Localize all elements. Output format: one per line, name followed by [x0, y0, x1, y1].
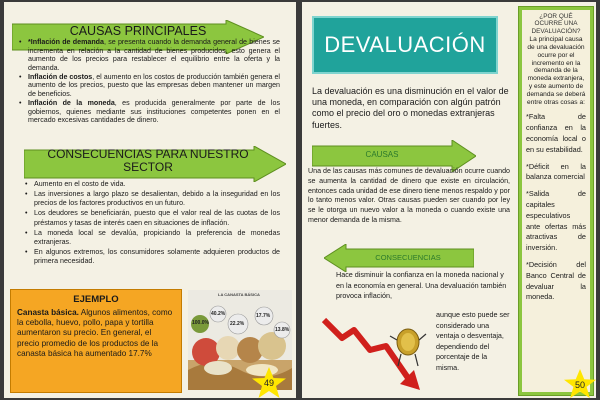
- page-number-star: [562, 368, 596, 398]
- consecuencias-list: [24, 180, 280, 267]
- devaluacion-intro: La devaluación es una disminución en el valor de una moneda, en comparación con algún patrón como el precio del oro o monedas extranjeras fuertes.: [312, 86, 509, 130]
- ejemplo-body: [17, 308, 175, 359]
- causa-item: [18, 38, 280, 72]
- page-number-star: [250, 366, 288, 398]
- consecuencia-item: • Las inversiones a largo plazo se desalientan, debido a la inseguridad en los precios de los factores productivos en un futuro.: [24, 190, 280, 209]
- falling-arrow-coin-icon: [320, 308, 432, 394]
- badge-1: 100.0%: [192, 320, 209, 326]
- causas-title: CAUSAS PRINCIPALES: [69, 24, 207, 38]
- page-number: 50: [574, 380, 585, 390]
- consecuencia-item: • En algunos extremos, los consumidores solamente adquieren productos de primera necesidad.: [24, 248, 280, 267]
- consecuencias-text-2: aunque esto puede ser considerado una ventaja o desventaja, dependiendo del porcentaje de la misma.: [436, 310, 510, 372]
- sidebar-item-capitales: *Salida de capitales especulativos ante ofertas más atractivas de inversión.: [526, 189, 586, 253]
- left-page: [4, 2, 296, 398]
- ejemplo-box: [10, 289, 182, 393]
- causa-item-term: Inflación de costos: [28, 72, 93, 81]
- causa-item-term: *Inflación de demanda: [28, 38, 104, 46]
- ejemplo-title: EJEMPLO: [73, 294, 119, 305]
- page-number: 49: [263, 378, 274, 388]
- causa-item-text: , es producida generalmente por parte de los gobiernos, quienes mediante sus instituciones competentes ponen en el mercado excesivas cantidades de dinero.: [28, 99, 280, 125]
- consecuencias-text-1: Hace disminuir la confianza en la moneda nacional y en la economía en general. Una devaluación también provoca inflación,: [336, 270, 507, 301]
- causas-text: Una de las causas más comunes de devaluación ocurre cuando se aumenta la cantidad de dinero que existe en circulación, entonces cada unidad de ese dinero tiene menos respaldo y por lo tanto menos valor. Otras causas pueden ser cuando por ley se le otorga un nuevo valor a la moneda o cuando existe una menor demanda de la misma.: [308, 167, 510, 224]
- consecuencias-label: CONSECUENCIAS: [375, 253, 441, 262]
- sidebar-description: La principal causa de una devaluación ocurre por el incremento en la demanda de la moneda extranjera, y este aumento de demanda se deberá entre otras cosas a:: [526, 36, 586, 106]
- por-que-sidebar: [518, 6, 594, 396]
- devaluation-illustration: [320, 308, 432, 394]
- causas-list: [18, 38, 280, 125]
- ejemplo-text: Algunos alimentos, como la cebolla, huevo, pollo, papa y tortilla aumentaron su precio. En general, el precio promedio de los productos de la canasta básica ha aumentado 17.7%: [17, 308, 173, 358]
- badge-2: 22.2%: [230, 321, 245, 327]
- badge-5: 40.2%: [211, 311, 226, 317]
- consecuencia-item: • La moneda local se devalúa, propiciando la preferencia de monedas extranjeras.: [24, 229, 280, 248]
- consecuencia-item: • Aumento en el costo de vida.: [24, 180, 280, 189]
- badge-4: 13.8%: [275, 327, 290, 333]
- causa-item-text: , el aumento en los costos de producción también genera el aumento de los precios, puesto que las empresas deben mantener un margen de beneficios.: [28, 72, 280, 99]
- canasta-header: LA CANASTA BÁSICA: [218, 292, 260, 297]
- causa-item: [18, 73, 280, 99]
- sidebar-item-deficit: *Déficit en la balanza comercial: [526, 161, 586, 182]
- badge-3: 17.7%: [256, 313, 271, 319]
- devaluacion-title: DEVALUACIÓN: [312, 16, 498, 74]
- sidebar-item-confianza: *Falta de confianza en la economía local o en su estabilidad.: [526, 112, 586, 154]
- consecuencias-banner: [24, 146, 286, 182]
- consecuencias-banner-right: [324, 244, 474, 272]
- sidebar-question: ¿POR QUÉ OCURRE UNA DEVALUACIÓN?: [531, 13, 581, 35]
- causa-item-text: , se presenta cuando la demanda general de bienes se incrementa en relación a la cantidad de bienes producidos, esto genera el aumento de los precios para restablecer el equilibrio entre la oferta y la demanda.: [28, 38, 280, 72]
- consecuencia-item: • Los deudores se beneficiarán, puesto que el valor real de las cuotas de los préstamos y tasas de interés caen en situaciones de inflación.: [24, 209, 280, 228]
- right-page: [302, 2, 596, 398]
- causa-item: [18, 99, 280, 125]
- causas-label: CAUSAS: [365, 150, 399, 159]
- consecuencias-title: CONSECUENCIAS PARA NUESTRO SECTOR: [47, 147, 249, 174]
- ejemplo-bold: Canasta básica.: [17, 308, 79, 317]
- sidebar-item-banco: *Decisión del Banco Central de devaluar la moneda.: [526, 259, 586, 302]
- causa-item-term: Inflación de la moneda: [28, 99, 115, 108]
